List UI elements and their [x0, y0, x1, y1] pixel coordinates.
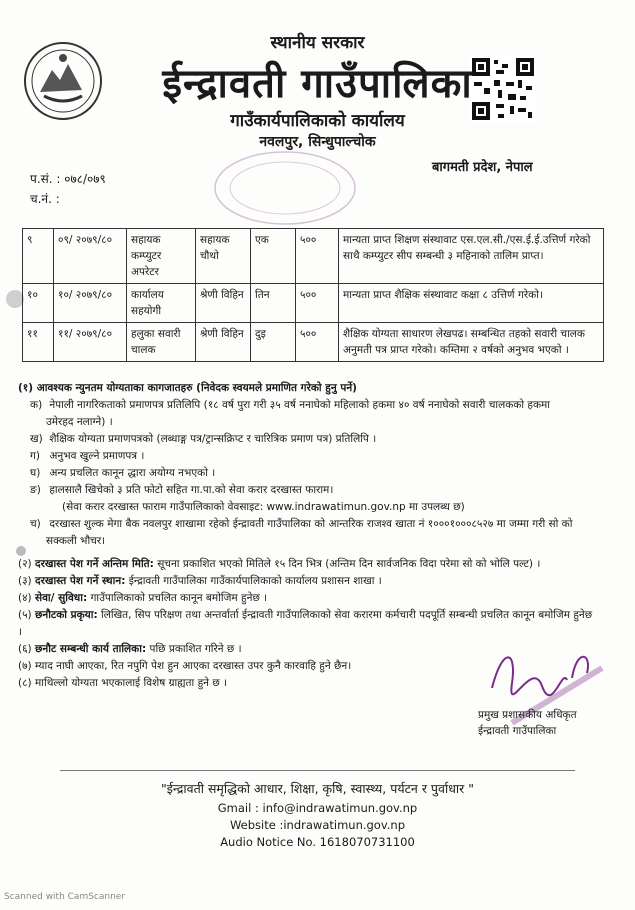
- point-number: (४): [18, 592, 32, 604]
- point-text: म्याद नाघी आएका, रित नपुगि पेश हुन आएका दरखास्त उपर कुनै कारवाहि हुने छैन।: [35, 660, 352, 672]
- table-row: [23, 284, 604, 323]
- cell-qualification: मान्यता प्राप्त शिक्षण संस्थावाट एस.एल.सी./एस.ई.ई.उत्तिर्ण गरेको साथै कम्प्युटर सीप सम्बन्धी ३ महिनाको तालिम प्राप्त।: [339, 229, 604, 284]
- item-text: शैक्षिक योग्यता प्रमाणपत्रको (लब्धाङ्ग पत्र/ट्रान्सक्रिप्ट र चारित्रिक प्रमाण पत्र) प्रतिलिपि ।: [49, 433, 377, 445]
- item-label: च): [30, 518, 41, 530]
- cell-level: श्रेणी विहिन: [196, 323, 251, 362]
- point-number: (८): [18, 677, 32, 689]
- chalani-number: च.नं. :: [30, 192, 60, 206]
- point-text: लिखित, सिप परिक्षण तथा अन्तर्वार्ता ईन्द्रावती गाउँपालिकाको सेवा करारमा कर्मचारी पदपूर्ति सम्बन्धी प्रचलित कानून बमोजिम हुनेछ ।: [18, 609, 593, 638]
- cell-post: हलुका सवारी चालक: [127, 323, 196, 362]
- requirements-section: [18, 380, 578, 550]
- footer-audio-notice: Audio Notice No. 1618070731100: [220, 835, 415, 849]
- cell-sn: ११: [23, 323, 54, 362]
- header-top-title: स्थानीय सरकार: [270, 33, 365, 53]
- page-title: ईन्द्रावती गाउँपालिका: [162, 61, 473, 107]
- item-text: अन्य प्रचलित कानून द्धारा अयोग्य नभएको ।: [49, 467, 216, 479]
- list-item: [18, 448, 578, 465]
- point-number: (६): [18, 643, 32, 655]
- list-item: [18, 465, 578, 482]
- point-text: सूचना प्रकाशित भएको मितिले १५ दिन भित्र (अन्तिम दिन सार्वजनिक विदा परेमा सो को भोलि पल्ट) ।: [153, 558, 541, 570]
- province-label: बागमती प्रदेश, नेपाल: [432, 160, 533, 175]
- cell-count: एक: [251, 229, 296, 284]
- item-text: दरखास्त शुल्क मेगा बैक नवलपुर शाखामा रहेको ईन्द्रावती गाउँपालिका को आन्तरिक राजश्व खाता नं १०००१०००८५२७ मा जम्मा गरी सो को सक्कली भौचर।: [46, 518, 573, 547]
- point-text: गाउँपालिकाको प्रचलित कानून बमोजिम हुनेछ ।: [87, 592, 268, 604]
- cell-marks: ५००: [296, 323, 339, 362]
- point-heading: दरखास्त पेश गर्ने स्थान:: [35, 575, 126, 587]
- point-number: (२): [18, 558, 32, 570]
- cell-code: १०/ २०७९/८०: [54, 284, 127, 323]
- point-heading: सेवा/ सुविधा:: [35, 592, 88, 604]
- list-item: [18, 482, 578, 499]
- cell-post: कार्यालय सहयोगी: [127, 284, 196, 323]
- item-text: नेपाली नागरिकताको प्रमाणपत्र प्रतिलिपि (१८ वर्ष पुरा गरी ३५ वर्ष ननाघेको महिलाको हकमा ४० वर्ष ननाघेको सवारी चालकको हकमा उमेरहद नलाग्ने) ।: [46, 399, 551, 428]
- requirements-heading: (१) आवश्यक न्युनतम योग्यताका कागजातहरु (निवेदक स्वयमले प्रमाणित गरेको हुनु पर्ने): [18, 382, 357, 394]
- list-item: [18, 397, 578, 431]
- list-item: [18, 516, 578, 550]
- cell-level: श्रेणी विहिन: [196, 284, 251, 323]
- office-seal-stamp-icon: [210, 148, 360, 228]
- signatory-office: ईन्द्रावती गाउँपालिका: [478, 725, 557, 737]
- cell-sn: ९: [23, 229, 54, 284]
- item-text: हालसालै खिचेको ३ प्रति फोटो सहित गा.पा.को सेवा करार दरखास्त फाराम।: [49, 484, 334, 496]
- point-heading: दरखास्त पेश गर्ने अन्तिम मिति:: [35, 558, 154, 570]
- point-heading: छनौट सम्बन्धी कार्य तालिका:: [35, 643, 147, 655]
- footer-email: Gmail : info@indrawatimun.gov.np: [217, 801, 418, 815]
- table-row: [23, 229, 604, 284]
- cell-code: ०९/ २०७९/८०: [54, 229, 127, 284]
- cell-code: ११/ २०७९/८०: [54, 323, 127, 362]
- scanner-watermark: Scanned with CamScanner: [4, 892, 126, 902]
- point-text: माथिल्लो योग्यता भएकालाई विशेष ग्राह्यता हुने छ ।: [35, 677, 228, 689]
- cell-marks: ५००: [296, 284, 339, 323]
- list-item: [18, 556, 593, 573]
- point-text: ईन्द्रावती गाउँपालिका गाउँकार्यपालिकाको कार्यालय प्रशासन शाखा ।: [125, 575, 382, 587]
- cell-count: तिन: [251, 284, 296, 323]
- point-number: (३): [18, 575, 32, 587]
- item-label: ग): [30, 450, 41, 462]
- signatory-block: [478, 707, 618, 739]
- office-address: नवलपुर, सिन्धुपाल्चोक: [259, 134, 376, 150]
- posts-table: [22, 228, 604, 362]
- point-number: (७): [18, 660, 32, 672]
- cell-level: सहायक चौथो: [196, 229, 251, 284]
- item-label: क): [30, 399, 43, 411]
- item-label: ङ): [30, 484, 41, 496]
- point-text: पछि प्रकाशित गरिने छ ।: [146, 643, 242, 655]
- item-text: अनुभव खुल्ने प्रमाणपत्र ।: [49, 450, 145, 462]
- website-note: (सेवा करार दरखास्त फाराम गाउँपालिकाको वेवसाइट: www.indrawatimun.gov.np मा उपलब्ध छ): [62, 501, 465, 513]
- cell-qualification: शैक्षिक योग्यता साधारण लेखपढ। सम्बन्धित तहको सवारी चालक अनुमती पत्र प्राप्त गरेको। कम्तिमा २ वर्षको अनुभव भएको ।: [339, 323, 604, 362]
- cell-sn: १०: [23, 284, 54, 323]
- item-label: ख): [30, 433, 43, 445]
- point-number: (५): [18, 609, 32, 621]
- patra-sankhya: प.सं. : ०७८/०७९: [30, 172, 106, 186]
- list-item: [18, 590, 593, 607]
- cell-post: सहायक कम्प्युटर अपरेटर: [127, 229, 196, 284]
- point-heading: छनौटको प्रकृया:: [35, 609, 98, 621]
- footer-divider: [60, 770, 575, 771]
- footer-slogan: "ईन्द्रावती समृद्धिको आधार, शिक्षा, कृषि, स्वास्थ्य, पर्यटन र पुर्वाधार ": [161, 781, 474, 796]
- signatory-title: प्रमुख प्रशासकीय अधिकृत: [478, 709, 577, 721]
- table-row: [23, 323, 604, 362]
- footer-website: Website :indrawatimun.gov.np: [229, 818, 405, 832]
- cell-count: दुइ: [251, 323, 296, 362]
- list-item: [18, 431, 578, 448]
- list-item: [18, 573, 593, 590]
- punch-hole-mark: [16, 546, 26, 556]
- footer: [0, 780, 635, 851]
- cell-marks: ५००: [296, 229, 339, 284]
- office-name: गाउँकार्यपालिकाको कार्यालय: [230, 111, 405, 131]
- cell-qualification: मान्यता प्राप्त शैक्षिक संस्थावाट कक्षा ८ उत्तिर्ण गरेको।: [339, 284, 604, 323]
- item-label: घ): [30, 467, 41, 479]
